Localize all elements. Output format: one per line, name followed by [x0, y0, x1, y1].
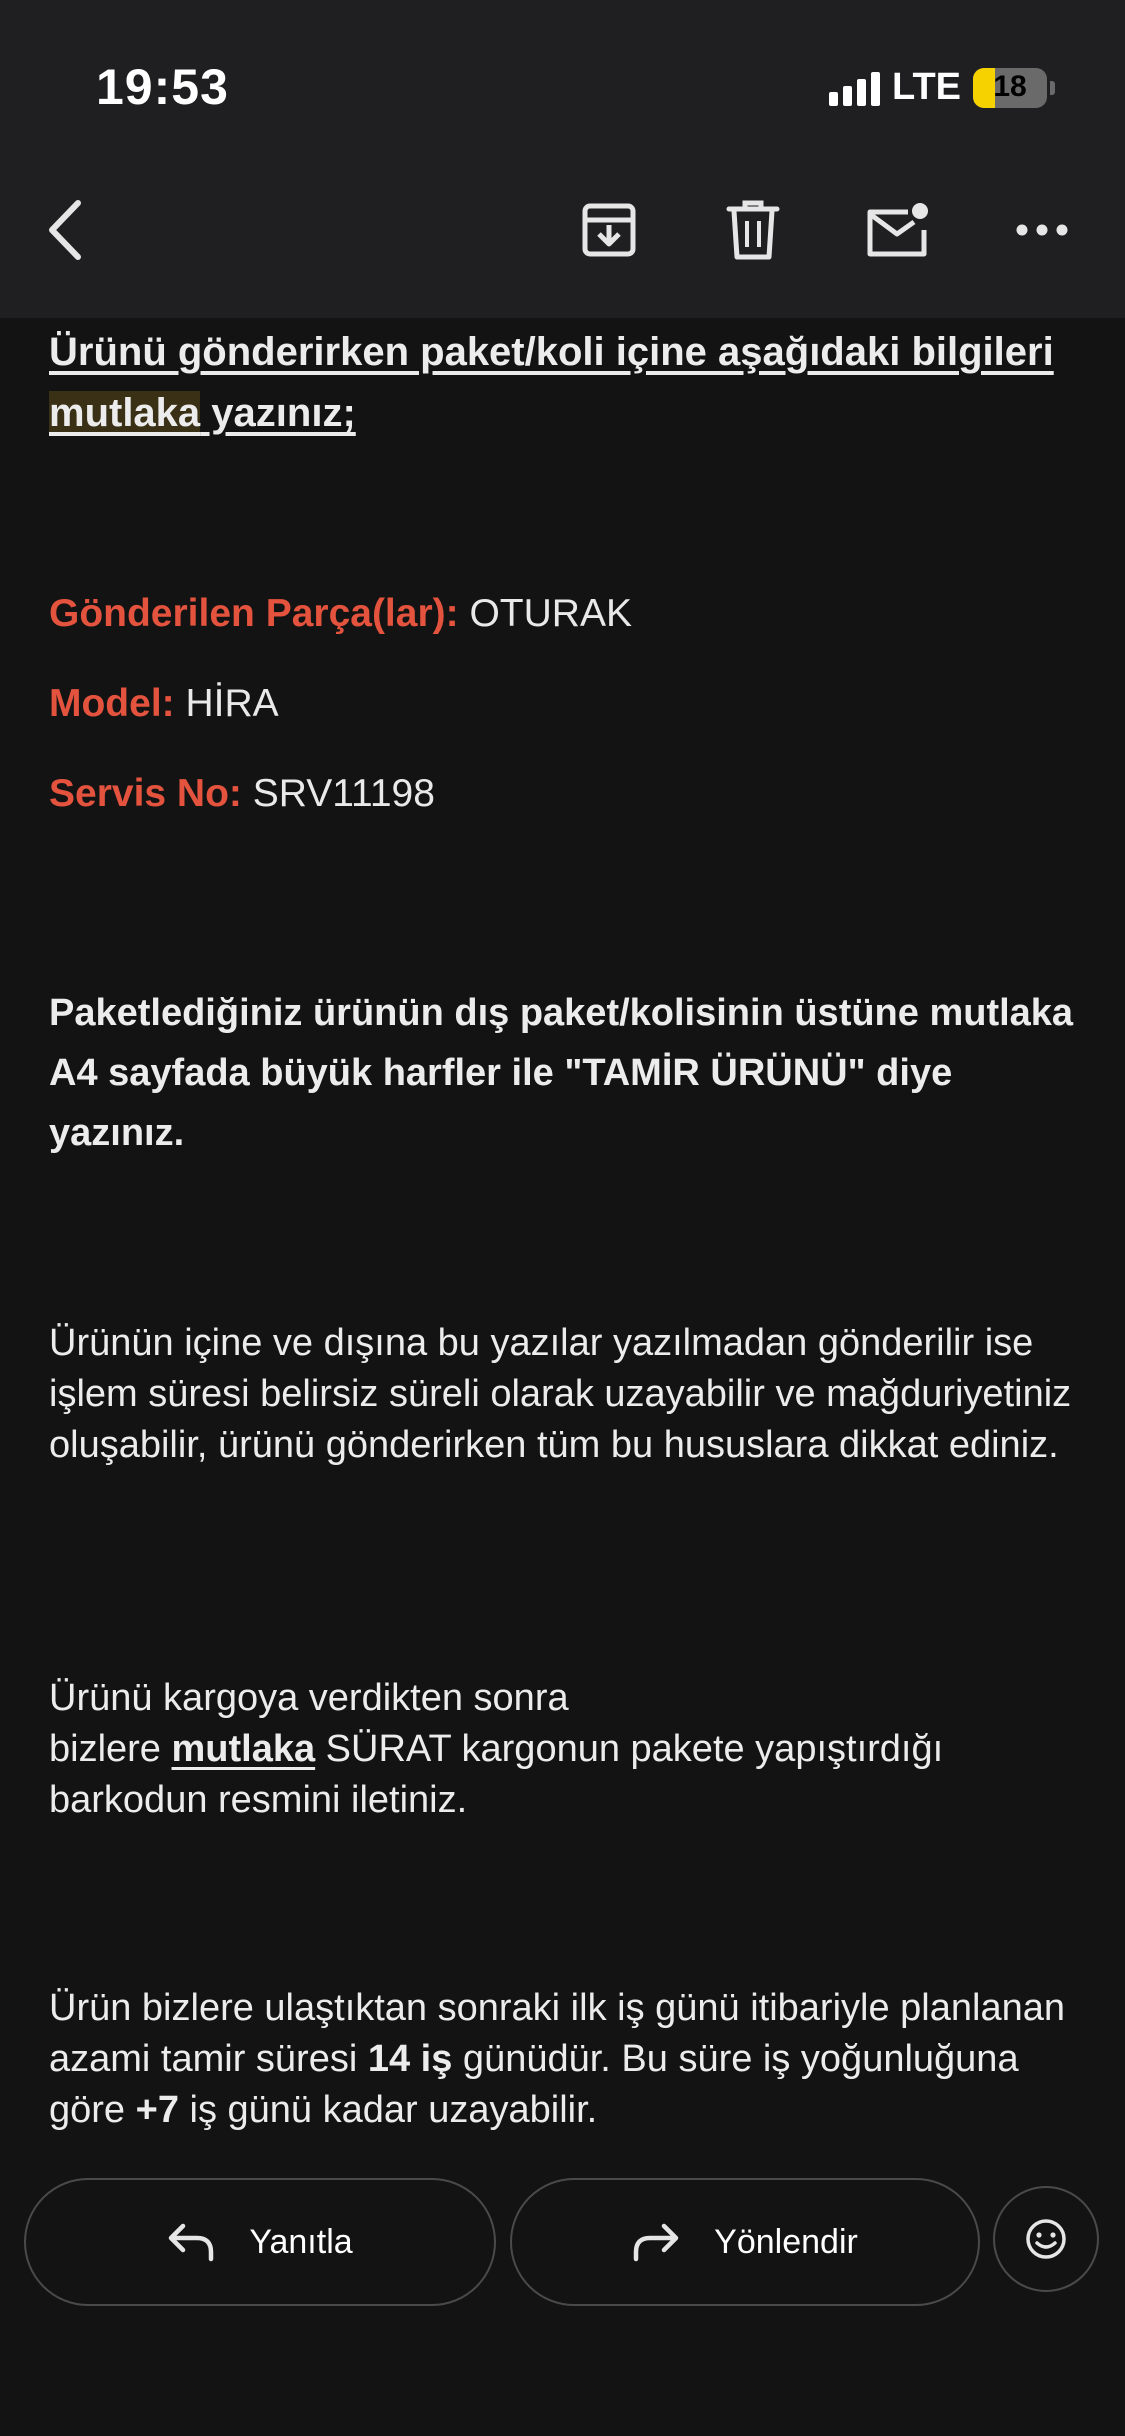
- lead-highlight: mutlaka: [49, 391, 201, 435]
- emoji-smile-icon: [1024, 2217, 1068, 2261]
- battery-cap: [1050, 81, 1055, 95]
- lead-text-end: yazınız;: [200, 391, 356, 435]
- forward-label: Yönlendir: [714, 2222, 858, 2261]
- lead-instruction: [49, 322, 1069, 444]
- repair-days: 14 iş: [367, 2038, 453, 2080]
- cargo-emphasis: mutlaka: [171, 1728, 316, 1770]
- field-service-no: [49, 772, 435, 816]
- forward-arrow-icon: [632, 2222, 680, 2262]
- forward-button[interactable]: [510, 2178, 980, 2306]
- field-model: [49, 682, 279, 726]
- status-time: 19:53: [96, 59, 229, 115]
- status-indicators: [829, 66, 1055, 109]
- back-button[interactable]: [26, 190, 106, 270]
- reply-label: Yanıtla: [249, 2222, 353, 2261]
- email-body: [49, 318, 1079, 2146]
- reply-button[interactable]: [24, 2178, 496, 2306]
- action-bar: [0, 2146, 1125, 2436]
- top-bar: [0, 0, 1125, 318]
- field-value: HİRA: [185, 682, 279, 725]
- battery-percent: 18: [993, 69, 1027, 103]
- mail-unread-icon: [864, 200, 930, 260]
- emoji-reaction-button[interactable]: [993, 2186, 1099, 2292]
- delete-button[interactable]: [713, 190, 793, 270]
- package-label-instruction: Paketlediğiniz ürünün dış paket/kolisinin üstüne mutlaka A4 sayfada büyük harfler ile "TAMİR ÜRÜNÜ" diye yazınız.: [49, 992, 1074, 1154]
- cargo-paragraph: [49, 1673, 1079, 1826]
- field-parts: [49, 592, 632, 636]
- battery-icon: [973, 68, 1047, 108]
- reply-arrow-icon: [167, 2222, 215, 2262]
- repair-text-end: iş günü kadar uzayabilir.: [178, 2089, 598, 2131]
- archive-icon: [579, 200, 639, 260]
- field-label: Gönderilen Parça(lar):: [49, 592, 459, 635]
- archive-button[interactable]: [569, 190, 649, 270]
- lead-text: Ürünü gönderirken paket/koli içine aşağıdaki bilgileri: [49, 330, 1054, 374]
- trash-icon: [725, 199, 781, 261]
- network-type: LTE: [892, 66, 961, 108]
- cargo-text: bizlere: [49, 1728, 172, 1770]
- signal-icon: [829, 70, 880, 106]
- repair-text-mid: günüdür. Bu süre iş yoğunluğuna göre: [49, 2038, 1019, 2131]
- field-value: OTURAK: [469, 592, 632, 635]
- repair-extra: +7: [135, 2089, 179, 2131]
- cargo-text-end: SÜRAT kargonun pakete yapıştırdığı barkodun resmini iletiniz.: [49, 1728, 944, 1821]
- chevron-left-icon: [40, 197, 92, 263]
- more-button[interactable]: [1002, 190, 1082, 270]
- repair-text: Ürün bizlere ulaştıktan sonraki ilk iş günü itibariyle planlanan azami tamir süresi: [49, 1987, 1065, 2080]
- more-horizontal-icon: [1014, 222, 1070, 238]
- field-value: SRV11198: [252, 772, 435, 815]
- repair-time-paragraph: [49, 1983, 1079, 2136]
- field-label: Servis No:: [49, 772, 242, 815]
- mark-unread-button[interactable]: [857, 190, 937, 270]
- warning-paragraph: Ürünün içine ve dışına bu yazılar yazılmadan gönderilir ise işlem süresi belirsiz süreli olarak uzayabilir ve mağduriyetiniz oluşabilir, ürünü gönderirken tüm bu hususlara dikkat ediniz.: [49, 1322, 1072, 1466]
- cargo-line-1: Ürünü kargoya verdikten sonra: [49, 1677, 569, 1719]
- field-label: Model:: [49, 682, 175, 725]
